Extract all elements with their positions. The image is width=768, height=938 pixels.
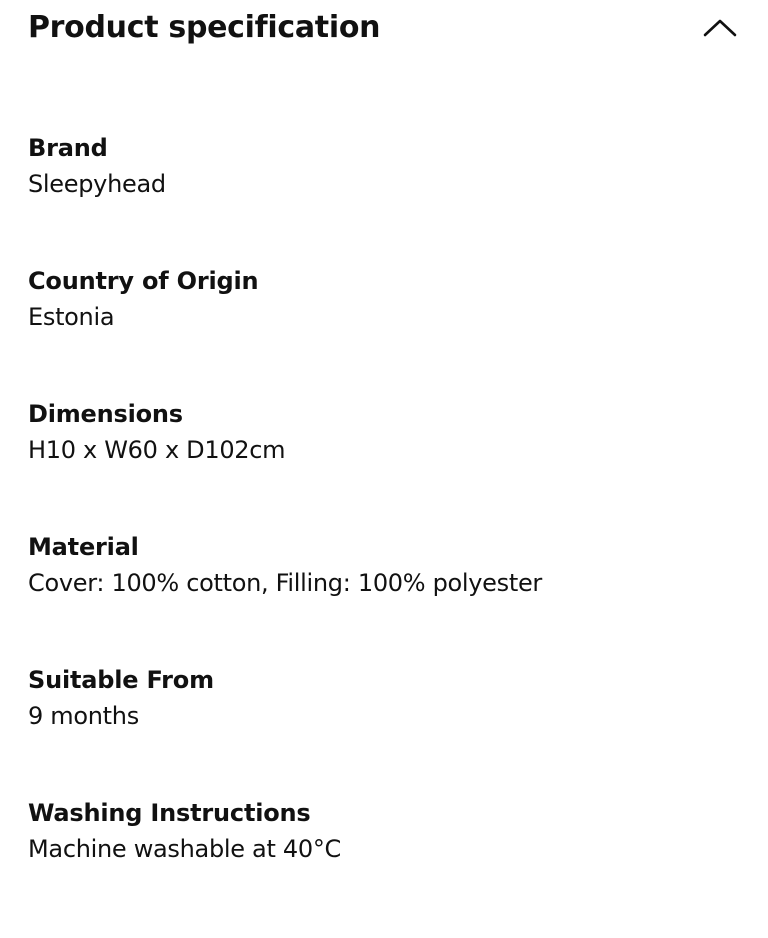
spec-value: Cover: 100% cotton, Filling: 100% polyester — [28, 569, 542, 597]
spec-label: Suitable From — [28, 666, 214, 694]
spec-list — [28, 130, 728, 928]
spec-item-dimensions — [28, 396, 728, 529]
spec-item-brand — [28, 130, 728, 263]
spec-label: Material — [28, 533, 139, 561]
spec-label: Dimensions — [28, 400, 183, 428]
spec-value: Sleepyhead — [28, 170, 166, 198]
spec-item-country-of-origin — [28, 263, 728, 396]
chevron-up-icon — [700, 12, 740, 44]
spec-value: Machine washable at 40°C — [28, 835, 341, 863]
spec-item-washing-instructions — [28, 795, 728, 928]
collapse-toggle-button[interactable] — [700, 12, 740, 44]
spec-label: Country of Origin — [28, 267, 259, 295]
spec-value: 9 months — [28, 702, 139, 730]
spec-value: H10 x W60 x D102cm — [28, 436, 286, 464]
spec-item-suitable-from — [28, 662, 728, 795]
spec-label: Brand — [28, 134, 108, 162]
spec-item-material — [28, 529, 728, 662]
spec-label: Washing Instructions — [28, 799, 311, 827]
spec-value: Estonia — [28, 303, 115, 331]
section-title: Product specification — [28, 10, 381, 45]
accordion-header[interactable] — [28, 8, 740, 52]
